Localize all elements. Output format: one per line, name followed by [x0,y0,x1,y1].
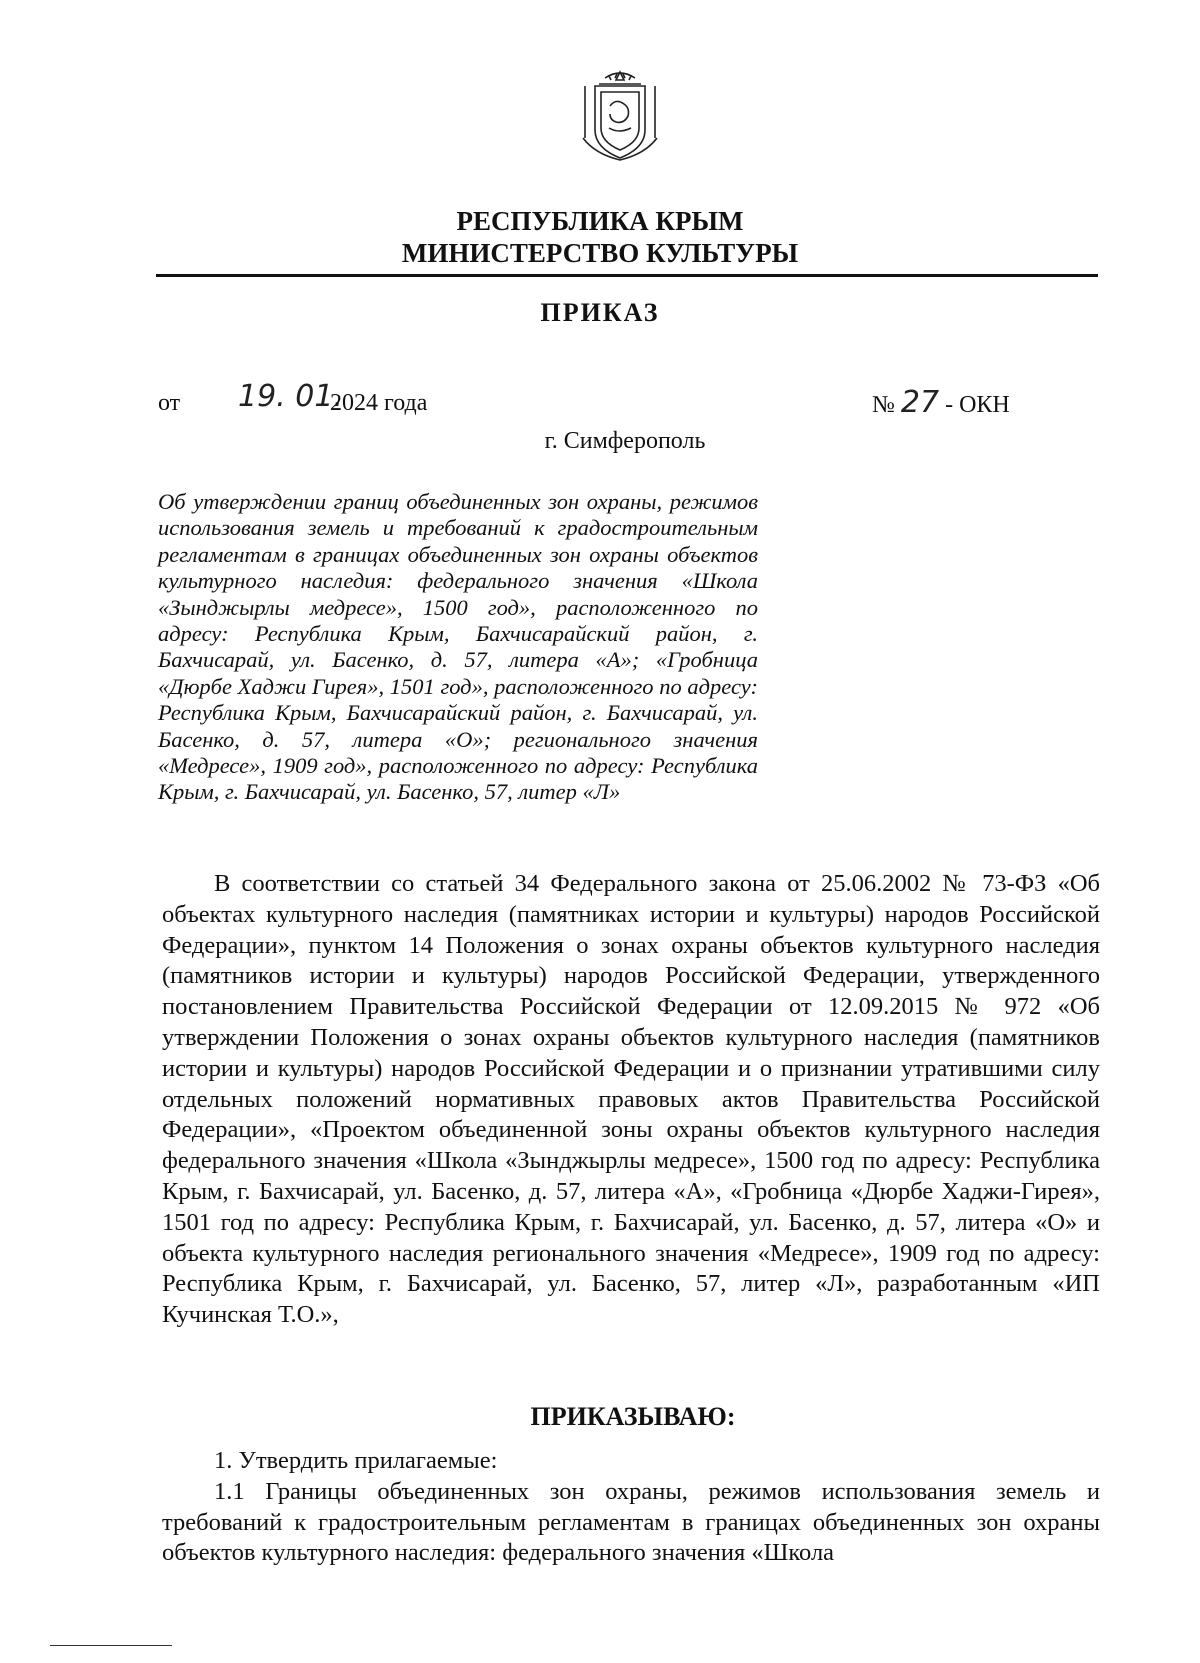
footnote-divider [50,1645,172,1646]
city: г. Симферополь [544,428,706,454]
header-divider [156,274,1098,277]
order-item-1: 1. Утвердить прилагаемые: [214,1447,498,1474]
number-suffix: - ОКН [945,392,1010,418]
org-republic: РЕСПУБЛИКА КРЫМ [456,206,744,236]
org-ministry: МИНИСТЕРСТВО КУЛЬТУРЫ [401,238,799,268]
number-handwritten: 27 [900,385,940,420]
date-prefix: от [158,390,181,416]
order-item-1-1: 1.1 Границы объединенных зон охраны, режимов использования земель и требований к градостроительным регламентам в границах объединенных зон охраны объектов культурного наследия: федерального значения «Школа [162,1477,1100,1567]
order-subject: Об утверждении границ объединенных зон охраны, режимов использования земель и требований к градостроительным регламентам в границах объединенных зон охраны объектов культурного наследия: федерального значения «Школа «Зынджырлы медресе», 1500 год», расположенного по адресу: Республика Крым, Бахчисарайский район, г. Бахчисарай, ул. Басенко, д. 57, литера «А»; «Гробница «Дюрбе Хаджи Гирея», 1501 год», расположенного по адресу: Республика Крым, Бахчисарайский район, г. Бахчисарай, ул. Басенко, д. 57, литера «О»; регионального значения «Медресе», 1909 год», расположенного по адресу: Республика Крым, г. Бахчисарай, ул. Басенко, 57, литер «Л» [158,489,758,805]
document-number [872,385,1010,420]
document-type: ПРИКАЗ [540,298,660,327]
number-prefix: № [872,392,895,418]
date-handwritten: 19. 01. [238,379,343,414]
order-items [162,1446,1100,1569]
coat-of-arms-emblem [575,68,665,168]
date-year: 2024 года [330,390,428,416]
preamble [162,869,1100,1331]
preamble-paragraph: В соответствии со статьей 34 Федерального закона от 25.06.2002 № 73-ФЗ «Об объектах культурного наследия (памятниках истории и культуры) народов Российской Федерации», пунктом 14 Положения о зонах охраны объектов культурного наследия (памятников истории и культуры) народов Российской Федерации, утвержденного постановлением Правительства Российской Федерации от 12.09.2015 № 972 «Об утверждении Положения о зонах охраны объектов культурного наследия (памятников истории и культуры) народов Российской Федерации и о признании утратившими силу отдельных положений нормативных правовых актов Правительства Российской Федерации», «Проектом объединенной зоны охраны объектов культурного наследия федерального значения «Школа «Зынджырлы медресе», 1500 год по адресу: Республика Крым, г. Бахчисарай, ул. Басенко, д. 57, литера «А», «Гробница «Дюрбе Хаджи-Гирея», 1501 год по адресу: Республика Крым, г. Бахчисарай, ул. Басенко, д. 57, литера «О» и объекта культурного наследия регионального значения «Медресе», 1909 год по адресу: Республика Крым, г. Бахчисарай, ул. Басенко, 57, литер «Л», разработанным «ИП Кучинская Т.О.», [162,870,1100,1329]
order-word: ПРИКАЗЫВАЮ: [530,1402,736,1431]
